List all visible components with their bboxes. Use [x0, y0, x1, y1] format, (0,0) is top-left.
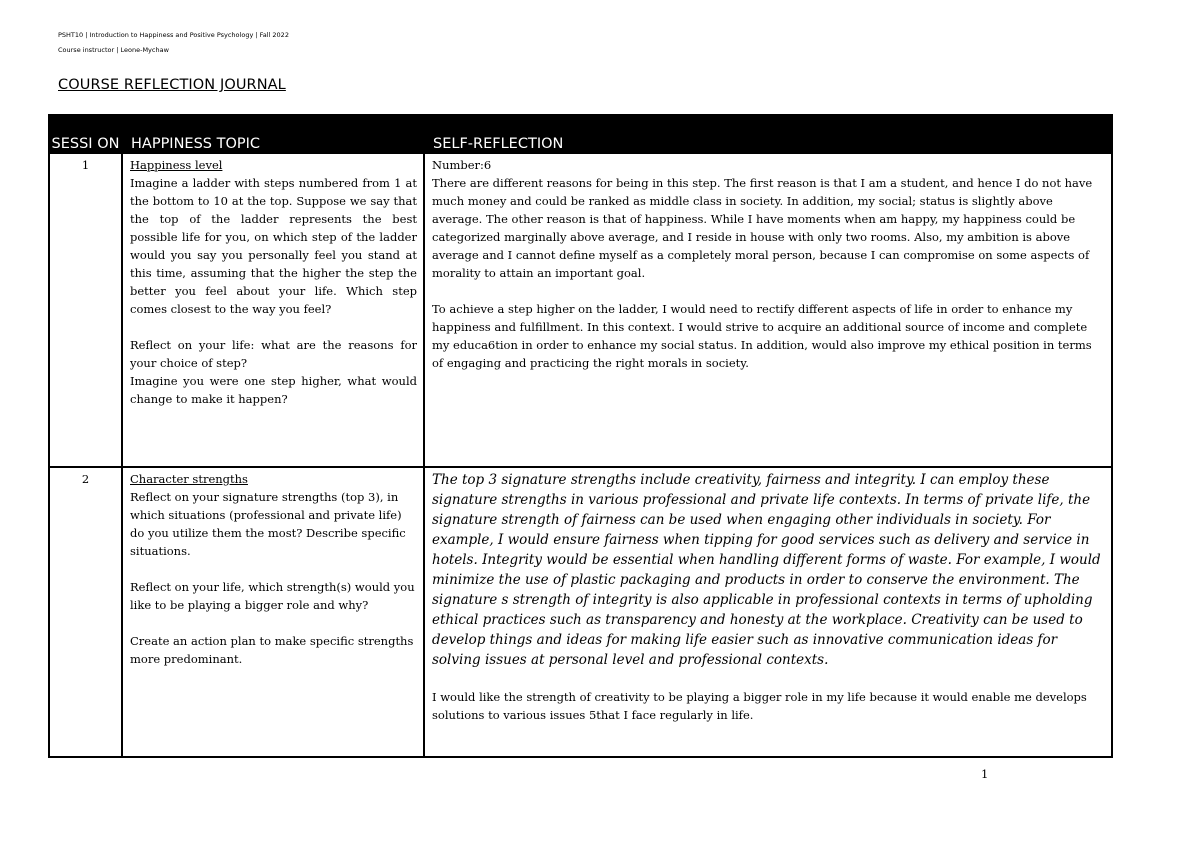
topic-cell: [122, 467, 424, 757]
course-header-line: PSHT10 | Introduction to Happiness and Positive Psychology | Fall 2022: [58, 31, 289, 39]
topic-title: Character strengths: [130, 472, 248, 486]
reflection-paragraph: To achieve a step higher on the ladder, I would need to rectify different aspects of life in order to enhance my happiness and fulfillment. In this context. I would strive to acquire an additional source of income and complete my educa6tion in order to enhance my social status. In addition, would also improve my ethical position in terms of engaging and practicing the right morals in society.: [432, 302, 1092, 370]
table-header-row: [49, 115, 1112, 153]
table-row: [49, 467, 1112, 757]
reflection-paragraph: I would like the strength of creativity to be playing a bigger role in my life because it would enable me develops solutions to various issues 5that I face regularly in life.: [432, 690, 1087, 722]
topic-prompt: Reflect on your life: what are the reasons for your choice of step?: [130, 338, 417, 370]
table-row: [49, 153, 1112, 467]
reflection-paragraph: The top 3 signature strengths include creativity, fairness and integrity. I can employ these signature strengths in various professional and private life contexts. In terms of private life, the signature strength of fairness can be used when engaging other individuals in society. For example, I would ensure fairness when tipping for good services such as delivery and service in hotels. Integrity would be essential when handling different forms of waste. For example, I would minimize the use of plastic packaging and products in order to conserve the environment. The signature s strength of integrity is also applicable in professional contexts in terms of upholding ethical practices such as transparency and honesty at the workplace. Creativity can be used to develop things and ideas for making life easier such as innovative communication ideas for solving issues at personal level and professional contexts.: [432, 472, 1101, 668]
page-number: 1: [981, 767, 989, 781]
session-number: 2: [49, 467, 122, 757]
column-header-session: SESSI ON: [49, 115, 122, 153]
session-number: 1: [49, 153, 122, 467]
reflection-paragraph: There are different reasons for being in this step. The first reason is that I am a student, and hence I do not have much money and could be ranked as middle class in society. In addition, my social; status is slightly above average. The other reason is that of happiness. While I have moments when am happy, my happiness could be categorized marginally above average, and I reside in house with only two rooms. Also, my ambition is above average and I cannot define myself as a completely moral person, because I can compromise on some aspects of morality to attain an important goal.: [432, 176, 1093, 280]
instructor-header-line: Course instructor | Leone-Mychaw: [58, 46, 169, 54]
reflection-paragraph: Number:6: [432, 158, 492, 172]
reflection-cell: [424, 153, 1112, 467]
topic-title: Happiness level: [130, 158, 223, 172]
column-header-reflection: SELF-REFLECTION: [424, 115, 1112, 153]
reflection-journal-table: [48, 114, 1113, 758]
column-header-topic: HAPPINESS TOPIC: [122, 115, 424, 153]
reflection-cell: [424, 467, 1112, 757]
topic-prompt: Imagine a ladder with steps numbered from 1 at the bottom to 10 at the top. Suppose we say that the top of the ladder represents the best possible life for you, on which step of the ladder would you say you personally feel you stand at this time, assuming that the higher the step the better you feel about your life. Which step comes closest to the way you feel?: [130, 176, 417, 316]
topic-prompt: Reflect on your life, which strength(s) would you like to be playing a bigger role and why?: [130, 580, 415, 612]
topic-prompt: Reflect on your signature strengths (top 3), in which situations (professional and private life) do you utilize them the most? Describe specific situations.: [130, 490, 406, 558]
topic-prompt: Create an action plan to make specific strengths more predominant.: [130, 634, 414, 666]
topic-prompt: Imagine you were one step higher, what would change to make it happen?: [130, 374, 417, 406]
document-title: COURSE REFLECTION JOURNAL: [58, 77, 286, 93]
topic-cell: [122, 153, 424, 467]
